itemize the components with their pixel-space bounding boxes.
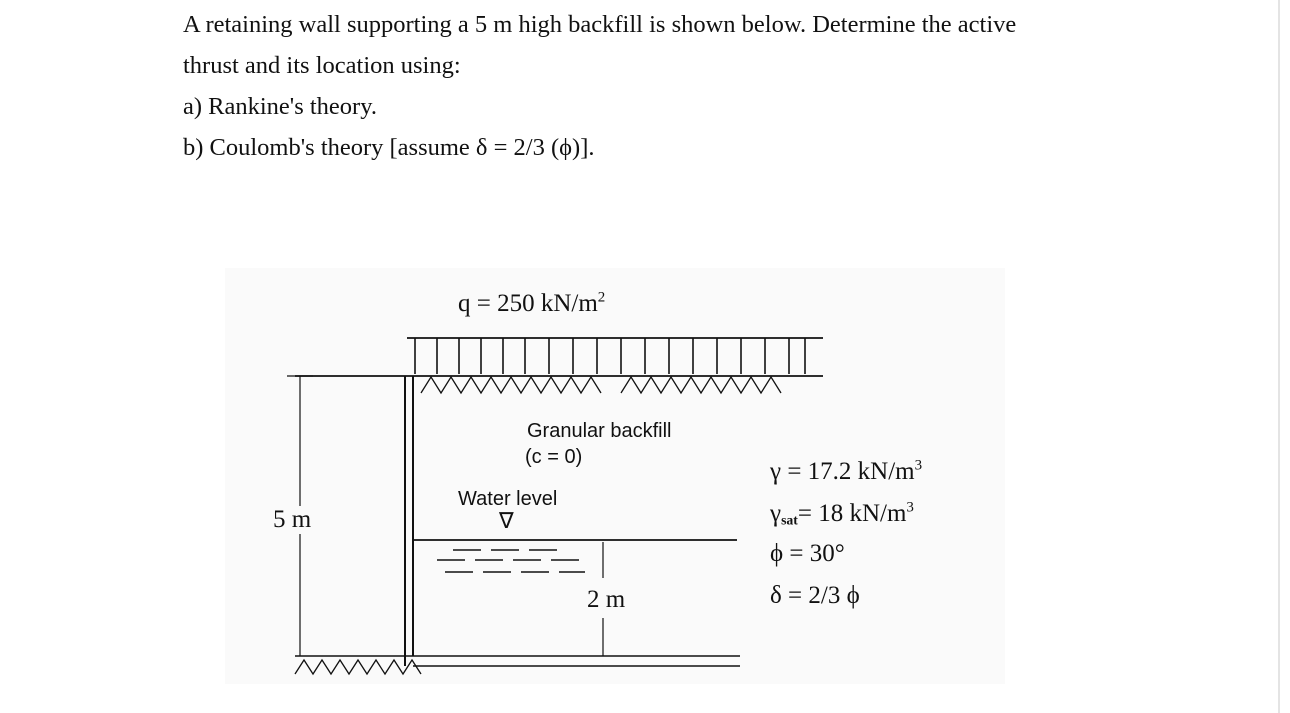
delta-property: δ = 2/3 ϕ <box>770 582 860 609</box>
ground-hatch-left <box>421 377 601 393</box>
surcharge-label: q = 250 $kN/m^2$ <box>458 289 606 317</box>
gamma-sat-property: γsat= 18 $kN/m^3$ <box>770 499 914 528</box>
retaining-wall-figure <box>225 268 1005 684</box>
question-text <box>183 4 1143 168</box>
water-level-label: Water level <box>458 488 558 510</box>
cohesion-label: (c = 0) <box>525 446 583 468</box>
height-2m-label: 2 m <box>587 586 626 613</box>
question-part-b: b) Coulomb's theory [assume δ = 2/3 (ϕ)]. <box>183 134 595 161</box>
backfill-label: Granular backfill <box>527 420 672 442</box>
water-level-symbol: ∇ <box>499 508 514 533</box>
gamma-property: γ = 17.2 $kN/m^3$ <box>770 457 923 485</box>
ground-hatch-right <box>621 377 781 393</box>
height-5m-label: 5 m <box>273 506 312 533</box>
question-line-2: thrust and its location using: <box>183 52 461 79</box>
question-line-1: A retaining wall supporting a 5 m high backfill is shown below. Determine the active <box>183 11 1017 38</box>
phi-property: ϕ = 30° <box>770 540 845 567</box>
surcharge-arrows <box>415 338 805 374</box>
question-part-a: a) Rankine's theory. <box>183 93 378 120</box>
ground-hatch-bottom <box>295 660 421 674</box>
water-dashes <box>437 550 585 572</box>
